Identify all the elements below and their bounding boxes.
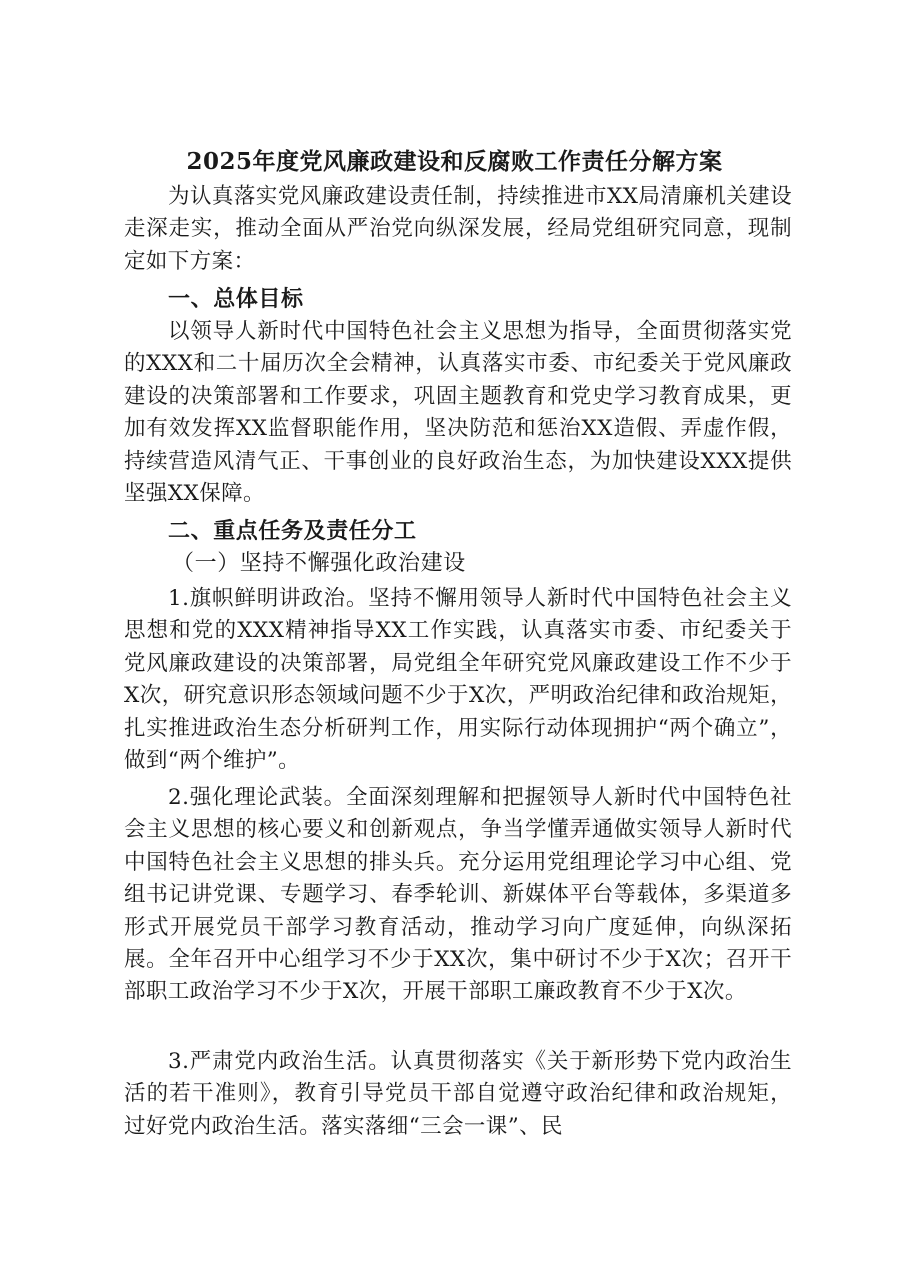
item-1-paragraph: 1.旗帜鲜明讲政治。坚持不懈用领导人新时代中国特色社会主义思想和党的XXX精神指导XX工作实践，认真落实市委、市纪委关于党风廉政建设的决策部署，局党组全年研究党风廉政建设工作不少于X次，研究意识形态领域问题不少于X次，严明政治纪律和政治规矩，扎实推进政治生态分析研判工作，用实际行动体现拥护“两个确立”，做到“两个维护”。 (124, 586, 792, 774)
section-2-heading: 二、重点任务及责任分工 (168, 518, 417, 544)
subsection-1-heading: （一）坚持不懈强化政治建设 (172, 551, 466, 576)
section-1-paragraph: 以领导人新时代中国特色社会主义思想为指导，全面贯彻落实党的XXX和二十届历次全会精神，认真落实市委、市纪委关于党风廉政建设的决策部署和工作要求，巩固主题教育和党史学习教育成果，更加有效发挥XX监督职能作用，坚决防范和惩治XX造假、弄虚作假，持续营造风清气正、干事创业的良好政治生态，为加快建设XXX提供坚强XX保障。 (124, 319, 792, 507)
section-1-heading: 一、总体目标 (168, 286, 304, 312)
intro-paragraph: 为认真落实党风廉政建设责任制，持续推进市XX局清廉机关建设走深走实，推动全面从严治党向纵深发展，经局党组研究同意，现制定如下方案： (124, 184, 792, 274)
item-2-paragraph: 2.强化理论武装。全面深刻理解和把握领导人新时代中国特色社会主义思想的核心要义和创新观点，争当学懂弄通做实领导人新时代中国特色社会主义思想的排头兵。充分运用党组理论学习中心组、党组书记讲党课、专题学习、春季轮训、新媒体平台等载体，多渠道多形式开展党员干部学习教育活动，推动学习向广度延伸，向纵深拓展。全年召开中心组学习不少于XX次，集中研讨不少于X次；召开干部职工政治学习不少于X次，开展干部职工廉政教育不少于X次。 (124, 785, 792, 1005)
item-3-paragraph: 3.严肃党内政治生活。认真贯彻落实《关于新形势下党内政治生活的若干准则》，教育引导党员干部自觉遵守政治纪律和政治规矩，过好党内政治生活。落实落细“三会一课”、民 (124, 1049, 792, 1139)
document-title: 2025年度党风廉政建设和反腐败工作责任分解方案 (186, 148, 723, 175)
